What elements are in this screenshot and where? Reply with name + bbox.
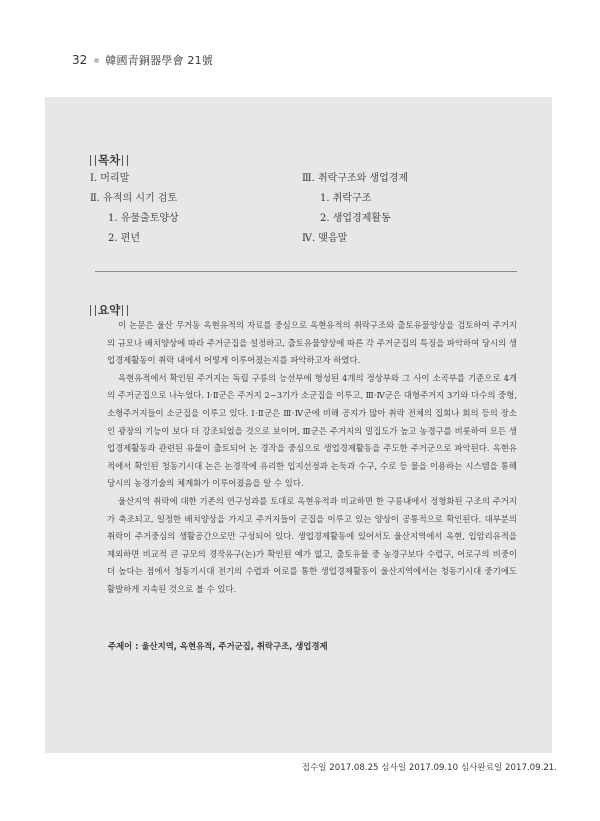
- toc-left-column: [90, 169, 179, 249]
- journal-title: 韓國靑銅器學會 21號: [105, 54, 213, 67]
- toc-item: Ⅱ. 유적의 시기 검토: [90, 193, 178, 204]
- toc-subitem: 2. 편년: [108, 233, 141, 244]
- double-bar-icon: [90, 155, 96, 166]
- toc-heading: [90, 152, 128, 168]
- submission-dates: 접수일 2017.08.25 심사일 2017.09.10 심사완료일 2017.09.21.: [301, 763, 557, 773]
- abstract-heading: [90, 302, 128, 318]
- double-bar-icon: [122, 155, 128, 166]
- keywords: 주제어 : 울산지역, 옥현유적, 주거군집, 취락구조, 생업경제: [108, 641, 328, 651]
- toc-subitem: 1. 유물출토양상: [108, 213, 179, 224]
- toc-item: Ⅰ. 머리말: [90, 173, 130, 184]
- double-bar-icon: [122, 305, 128, 316]
- abstract-title: 요약: [98, 303, 121, 317]
- toc-subitem: 1. 취락구조: [320, 193, 372, 204]
- toc-title: 목차: [98, 153, 121, 167]
- page-number: 32: [72, 53, 88, 67]
- abstract-paragraph: 옥현유적에서 확인된 주거지는 독립 구릉의 능선부에 형성된 4개의 정상부와 그 사이 소곡부를 기준으로 4개의 주거군집으로 나누었다. Ⅰ·Ⅱ군은 주거지 2~3기가 소군집을 이루고, Ⅲ·Ⅳ군은 대형주거지 3기와 다수의 중형, 소형주거지들이 소군집을 이루고 있다. Ⅰ·Ⅱ군은 Ⅲ·Ⅳ군에 비해 공지가 많아 취락 전체의 집회나 회의 등의 장소인 광장의 기능이 보다 더 강조되었을 것으로 보이며, Ⅲ군은 주거지의 밀집도가 높고 농경구를 비롯하여 모든 생업경제활동과 관련된 유물이 출토되어 논 경작을 중심으로 생업경제활동을 주도한 주거군으로 파악된다. 옥현유적에서 확인된 청동기시대 논은 논경작에 유리한 입지선정과 논둑과 수구, 수로 등 물을 이용하는 시스템을 통해 당시의 농경기술의 체계화가 이루어졌음을 알 수 있다.: [107, 372, 517, 489]
- toc-subitem: 2. 생업경제활동: [320, 213, 391, 224]
- abstract-paragraph: 울산지역 취락에 대한 기존의 연구성과를 토대로 옥현유적과 비교하면 한 구릉내에서 정형화된 구조의 주거지가 축조되고, 일정한 배치양상을 가지고 주거지들이 군집을 이루고 있는 양상이 공통적으로 확인된다. 대부분의 취락이 주거중심의 생활공간으로만 구성되어 있다. 생업경제활동에 있어서도 울산지역에서 옥현, 입암리유적을 제외하면 비교적 큰 규모의 경작유구(논)가 확인된 예가 없고, 출토유물 중 농경구보다 수렵구, 어로구의 비중이 더 높다는 점에서 청동기시대 전기의 수렵과 어로를 통한 생업경제활동이 울산지역에서는 청동기시대 중기에도 활발하게 지속된 것으로 볼 수 있다.: [107, 495, 517, 594]
- double-bar-icon: [90, 305, 96, 316]
- toc-item: Ⅳ. 맺음말: [302, 233, 348, 244]
- section-divider: [95, 271, 517, 272]
- header-bullet-icon: [94, 58, 99, 63]
- toc-right-column: [302, 169, 408, 249]
- toc-item: Ⅲ. 취락구조와 생업경제: [302, 173, 409, 184]
- abstract-paragraph: 이 논문은 울산 무거동 옥현유적의 자료를 중심으로 옥현유적의 취락구조와 출토유물양상을 검토하여 주거지의 규모나 배치양상에 따라 주거군집을 설정하고, 출토유물양상에 따른 각 주거군집의 특징을 파악하여 당시의 생업경제활동이 취락 내에서 어떻게 이루어졌는지를 파악하고자 하였다.: [107, 320, 517, 366]
- page-header: [72, 52, 213, 68]
- abstract-body: [107, 317, 517, 599]
